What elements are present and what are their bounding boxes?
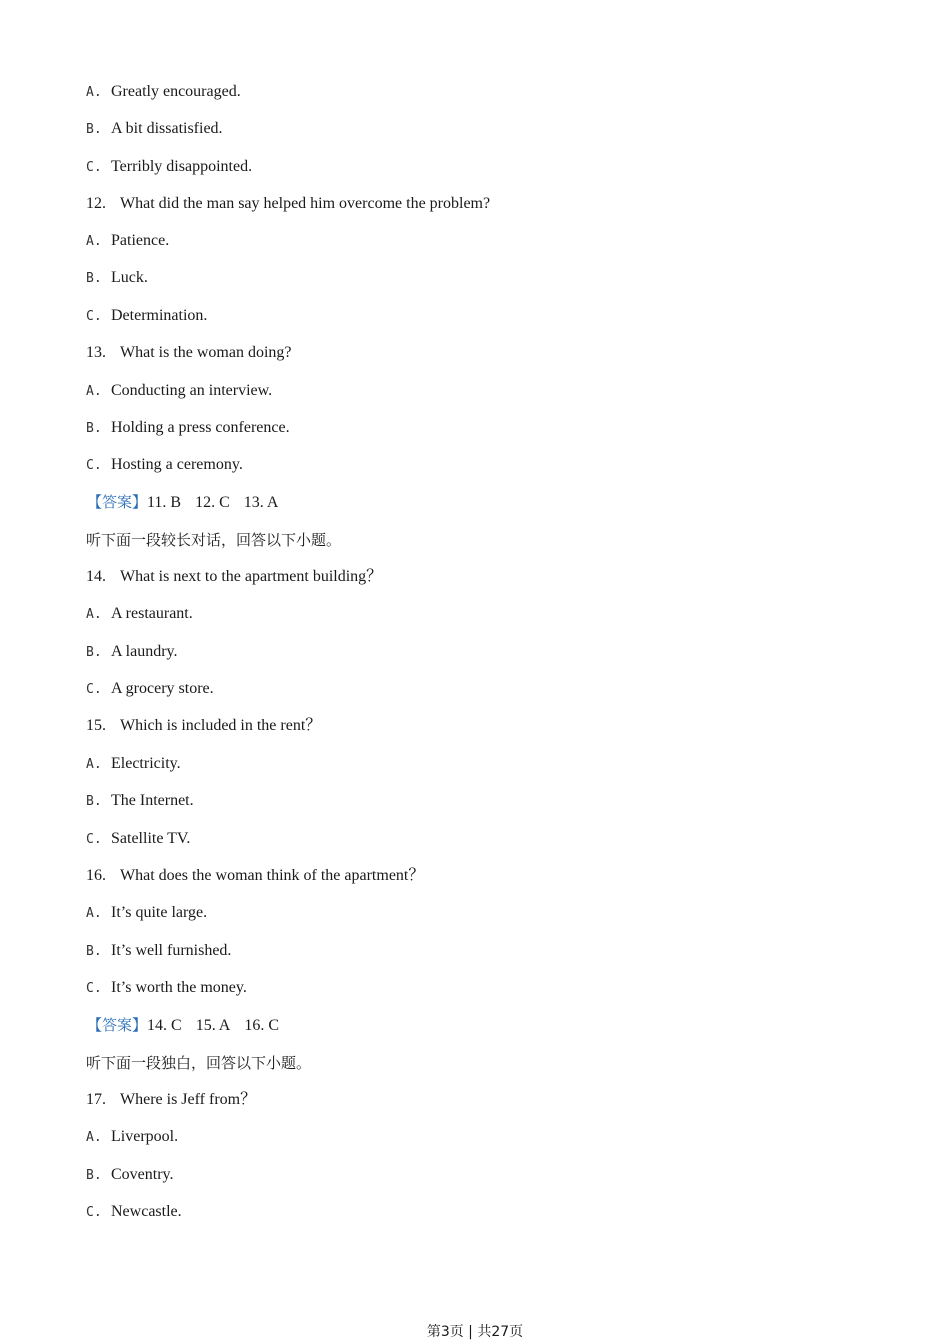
option-letter: C. [86, 309, 102, 324]
option-text: A grocery store. [111, 680, 214, 697]
page-footer: 第3页 | 共27页 [426, 1324, 524, 1340]
question-number: 17. [86, 1091, 106, 1108]
answer-line-1 [87, 492, 292, 513]
question-text: What is the woman doing? [120, 344, 292, 361]
q11-option-a [86, 82, 241, 103]
q15-option-b [86, 791, 194, 812]
option-text: The Internet. [111, 792, 194, 809]
q12-option-c [86, 306, 207, 327]
option-letter: B. [86, 794, 102, 809]
q16-option-a [86, 903, 207, 924]
answer-item: 15. A [195, 1017, 231, 1034]
q16-option-b [86, 941, 231, 962]
option-letter: A. [86, 1130, 102, 1145]
option-letter: C. [86, 682, 102, 697]
option-text: Newcastle. [111, 1203, 182, 1220]
answer-tag: 【答案】 [87, 493, 148, 511]
question-text: Where is Jeff from？ [120, 1091, 257, 1108]
q12-option-a [86, 231, 169, 252]
q17-option-a [86, 1127, 178, 1148]
question-15 [86, 716, 321, 736]
option-text: A laundry. [111, 643, 178, 660]
option-letter: B. [86, 944, 102, 959]
q15-option-c [86, 829, 190, 850]
option-letter: A. [86, 85, 102, 100]
option-text: Determination. [111, 307, 208, 324]
option-text: Coventry. [111, 1166, 174, 1183]
option-text: A bit dissatisfied. [111, 120, 223, 137]
option-letter: C. [86, 160, 102, 175]
question-12 [86, 194, 490, 214]
option-letter: B. [86, 1168, 102, 1183]
option-text: It’s worth the money. [111, 979, 247, 996]
question-number: 12. [86, 195, 106, 212]
option-letter: A. [86, 757, 102, 772]
q17-option-c [86, 1202, 182, 1223]
option-text: Greatly encouraged. [111, 83, 241, 100]
option-letter: C. [86, 458, 102, 473]
question-number: 16. [86, 867, 106, 884]
option-letter: A. [86, 384, 102, 399]
option-letter: A. [86, 607, 102, 622]
option-letter: C. [86, 832, 102, 847]
q14-option-b [86, 642, 178, 663]
answer-line-2 [87, 1015, 293, 1036]
q14-option-a [86, 604, 193, 625]
question-number: 13. [86, 344, 106, 361]
section-instruction-monologue: 听下面一段独白，回答以下小题。 [86, 1054, 312, 1072]
q11-option-c [86, 157, 252, 178]
option-text: Conducting an interview. [111, 382, 273, 399]
option-text: Terribly disappointed. [111, 158, 253, 175]
option-text: Holding a press conference. [111, 419, 290, 436]
question-text: Which is included in the rent？ [120, 717, 322, 734]
section-instruction-long: 听下面一段较长对话，回答以下小题。 [86, 531, 342, 549]
q15-option-a [86, 754, 181, 775]
option-letter: B. [86, 645, 102, 660]
option-text: Liverpool. [111, 1128, 179, 1145]
option-text: It’s quite large. [111, 904, 208, 921]
question-16 [86, 866, 424, 886]
answer-item: 16. C [244, 1017, 280, 1034]
question-text: What did the man say helped him overcome the problem? [120, 195, 491, 212]
answer-tag: 【答案】 [87, 1016, 148, 1034]
q13-option-a [86, 381, 272, 402]
answer-item: 11. B [147, 494, 182, 511]
q14-option-c [86, 679, 214, 700]
option-letter: C. [86, 981, 102, 996]
q13-option-b [86, 418, 290, 439]
option-text: A restaurant. [111, 605, 193, 622]
option-letter: A. [86, 906, 102, 921]
option-text: Hosting a ceremony. [111, 456, 243, 473]
option-text: Electricity. [111, 755, 181, 772]
answer-item: 12. C [195, 494, 230, 511]
question-number: 14. [86, 568, 106, 585]
option-text: It’s well furnished. [111, 942, 232, 959]
question-17 [86, 1090, 256, 1110]
option-text: Luck. [111, 269, 148, 286]
question-14 [86, 567, 382, 587]
question-text: What does the woman think of the apartment？ [120, 867, 425, 884]
question-number: 15. [86, 717, 106, 734]
q13-option-c [86, 455, 243, 476]
q11-option-b [86, 119, 223, 140]
option-letter: B. [86, 421, 102, 436]
question-text: What is next to the apartment building？ [120, 568, 383, 585]
answer-item: 14. C [147, 1017, 182, 1034]
q12-option-b [86, 268, 148, 289]
question-13 [86, 343, 292, 363]
option-text: Patience. [111, 232, 170, 249]
option-letter: B. [86, 122, 102, 137]
answer-item: 13. A [243, 494, 279, 511]
q16-option-c [86, 978, 247, 999]
option-text: Satellite TV. [111, 830, 191, 847]
option-letter: B. [86, 271, 102, 286]
option-letter: A. [86, 234, 102, 249]
option-letter: C. [86, 1205, 102, 1220]
q17-option-b [86, 1165, 174, 1186]
